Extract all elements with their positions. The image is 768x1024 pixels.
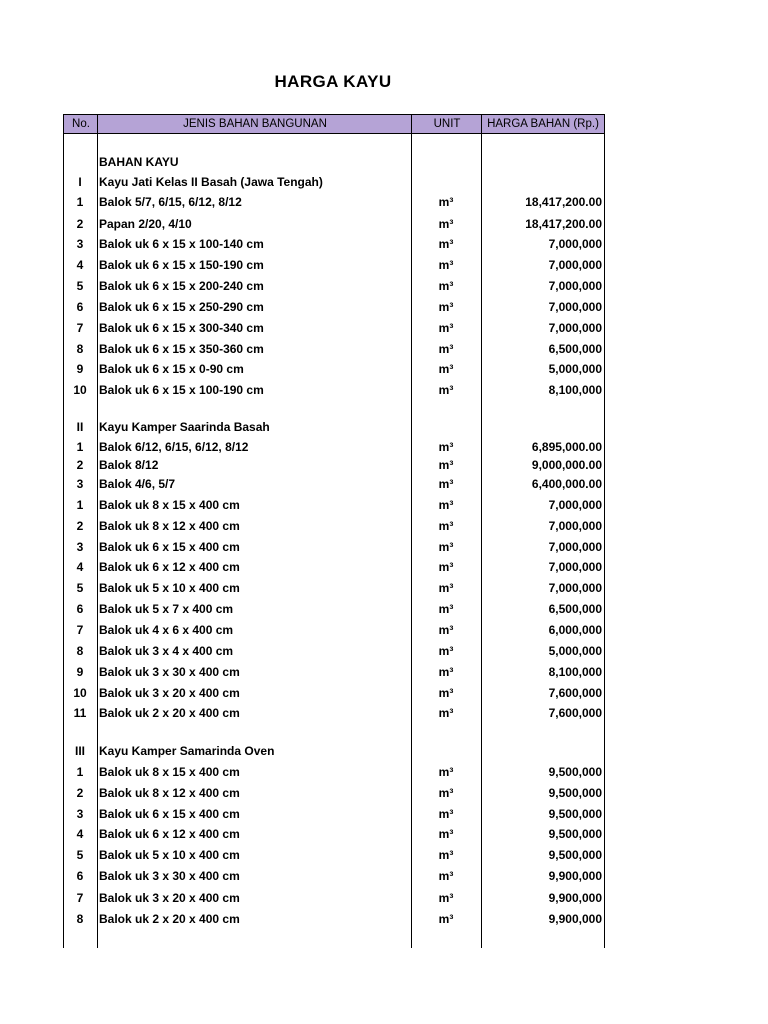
row-number: 8: [76, 912, 84, 926]
row-unit: m³: [438, 321, 454, 335]
row-description: Balok uk 8 x 15 x 400 cm: [99, 765, 240, 779]
row-price: 7,000,000: [548, 498, 602, 512]
row-description: Papan 2/20, 4/10: [99, 217, 192, 231]
row-number: 8: [76, 644, 84, 658]
table-row: [63, 762, 605, 782]
row-description: Balok uk 6 x 12 x 400 cm: [99, 560, 240, 574]
row-number: 7: [76, 891, 84, 905]
row-unit: m³: [438, 237, 454, 251]
row-price: 9,900,000: [548, 891, 602, 905]
header-jenis-bahan: JENIS BAHAN BANGUNAN: [97, 114, 412, 134]
row-unit: m³: [438, 300, 454, 314]
row-number: 7: [76, 623, 84, 637]
row-description: Balok 8/12: [99, 458, 159, 472]
row-price: 9,900,000: [548, 912, 602, 926]
row-number: 3: [76, 477, 84, 491]
row-number: III: [74, 744, 85, 758]
row-number: 9: [76, 362, 84, 376]
row-unit: m³: [438, 686, 454, 700]
row-price: 8,100,000: [548, 383, 602, 397]
row-price: 7,000,000: [548, 321, 602, 335]
table-row: [63, 474, 605, 494]
row-description: BAHAN KAYU: [99, 155, 179, 169]
row-number: 3: [76, 540, 84, 554]
table-row: [63, 557, 605, 577]
row-price: 6,895,000.00: [531, 440, 602, 454]
row-description: Kayu Kamper Saarinda Basah: [99, 420, 270, 434]
header-harga: HARGA BAHAN (Rp.): [481, 114, 605, 134]
table-row: [63, 888, 605, 908]
row-number: 1: [76, 498, 84, 512]
row-unit: m³: [438, 891, 454, 905]
row-price: 9,900,000: [548, 869, 602, 883]
row-description: Balok uk 6 x 15 x 350-360 cm: [99, 342, 264, 356]
table-row: [63, 620, 605, 640]
table-row: [63, 255, 605, 275]
row-unit: m³: [438, 519, 454, 533]
row-unit: m³: [438, 458, 454, 472]
row-price: 7,000,000: [548, 258, 602, 272]
table-row: [63, 909, 605, 929]
row-unit: m³: [438, 869, 454, 883]
row-unit: m³: [438, 362, 454, 376]
row-number: 9: [76, 665, 84, 679]
table-row: [63, 318, 605, 338]
row-unit: m³: [438, 195, 454, 209]
table-row: [63, 234, 605, 254]
row-price: 7,000,000: [548, 300, 602, 314]
table-row: [63, 537, 605, 557]
table-row: [63, 824, 605, 844]
row-price: 9,500,000: [548, 765, 602, 779]
row-price: 9,500,000: [548, 786, 602, 800]
row-description: Balok uk 6 x 15 x 100-190 cm: [99, 383, 264, 397]
row-number: 8: [76, 342, 84, 356]
row-unit: m³: [438, 498, 454, 512]
row-unit: m³: [438, 665, 454, 679]
table-row: [63, 192, 605, 212]
row-unit: m³: [438, 706, 454, 720]
row-unit: m³: [438, 342, 454, 356]
row-price: 9,500,000: [548, 827, 602, 841]
row-price: 5,000,000: [548, 644, 602, 658]
row-number: 5: [76, 848, 84, 862]
row-price: 6,500,000: [548, 342, 602, 356]
row-description: Balok uk 8 x 12 x 400 cm: [99, 519, 240, 533]
row-number: 3: [76, 807, 84, 821]
row-description: Balok uk 3 x 30 x 400 cm: [99, 869, 240, 883]
row-number: 5: [76, 279, 84, 293]
row-description: Kayu Kamper Samarinda Oven: [99, 744, 275, 758]
row-description: Balok 4/6, 5/7: [99, 477, 176, 491]
table-row: [63, 866, 605, 886]
row-number: 1: [76, 765, 84, 779]
row-unit: m³: [438, 258, 454, 272]
row-unit: m³: [438, 540, 454, 554]
row-price: 7,000,000: [548, 519, 602, 533]
row-unit: m³: [438, 279, 454, 293]
table-row: [63, 845, 605, 865]
row-price: 7,000,000: [548, 581, 602, 595]
table-row: [63, 495, 605, 515]
price-table: [63, 114, 605, 948]
table-row: [63, 214, 605, 234]
row-price: 18,417,200.00: [525, 217, 602, 231]
table-row: [63, 359, 605, 379]
row-price: 7,000,000: [548, 540, 602, 554]
row-number: I: [78, 175, 82, 189]
row-number: 1: [76, 195, 84, 209]
row-description: Balok 6/12, 6/15, 6/12, 8/12: [99, 440, 249, 454]
row-unit: m³: [438, 217, 454, 231]
row-description: Balok uk 8 x 12 x 400 cm: [99, 786, 240, 800]
row-number: 6: [76, 869, 84, 883]
section-row: [63, 172, 605, 192]
row-price: 7,000,000: [548, 560, 602, 574]
section-row: [63, 741, 605, 761]
row-unit: m³: [438, 827, 454, 841]
row-unit: m³: [438, 440, 454, 454]
row-unit: m³: [438, 765, 454, 779]
row-unit: m³: [438, 602, 454, 616]
table-row: [63, 783, 605, 803]
row-description: Balok uk 3 x 20 x 400 cm: [99, 686, 240, 700]
row-unit: m³: [438, 848, 454, 862]
page-title: HARGA KAYU: [274, 72, 392, 91]
row-number: 1: [76, 440, 84, 454]
row-description: Balok uk 6 x 15 x 300-340 cm: [99, 321, 264, 335]
table-row: [63, 804, 605, 824]
row-price: 6,400,000.00: [531, 477, 602, 491]
row-description: Balok uk 6 x 15 x 150-190 cm: [99, 258, 264, 272]
row-price: 7,600,000: [548, 706, 602, 720]
row-description: Balok uk 6 x 15 x 100-140 cm: [99, 237, 264, 251]
row-number: 6: [76, 300, 84, 314]
row-unit: m³: [438, 807, 454, 821]
row-number: 4: [76, 560, 84, 574]
row-description: Balok uk 3 x 20 x 400 cm: [99, 891, 240, 905]
row-unit: m³: [438, 477, 454, 491]
row-number: 11: [73, 706, 87, 720]
row-price: 7,000,000: [548, 279, 602, 293]
header-no: No.: [63, 114, 98, 134]
row-unit: m³: [438, 383, 454, 397]
row-price: 18,417,200.00: [525, 195, 602, 209]
row-price: 5,000,000: [548, 362, 602, 376]
row-description: Balok uk 2 x 20 x 400 cm: [99, 912, 240, 926]
section-row: [63, 152, 605, 172]
row-number: II: [76, 420, 84, 434]
row-description: Balok uk 8 x 15 x 400 cm: [99, 498, 240, 512]
row-price: 9,000,000.00: [531, 458, 602, 472]
header-unit: UNIT: [411, 114, 482, 134]
row-number: 10: [73, 686, 87, 700]
table-row: [63, 641, 605, 661]
row-description: Balok uk 5 x 10 x 400 cm: [99, 848, 240, 862]
row-unit: m³: [438, 581, 454, 595]
table-row: [63, 599, 605, 619]
row-description: Balok uk 6 x 15 x 400 cm: [99, 807, 240, 821]
row-number: 2: [76, 786, 84, 800]
row-unit: m³: [438, 644, 454, 658]
row-description: Kayu Jati Kelas II Basah (Jawa Tengah): [99, 175, 323, 189]
row-number: 2: [76, 458, 84, 472]
row-description: Balok uk 5 x 7 x 400 cm: [99, 602, 234, 616]
table-row: [63, 516, 605, 536]
section-row: [63, 417, 605, 437]
row-price: 6,000,000: [548, 623, 602, 637]
row-number: 2: [76, 217, 84, 231]
row-description: Balok uk 6 x 15 x 400 cm: [99, 540, 240, 554]
row-description: Balok uk 2 x 20 x 400 cm: [99, 706, 240, 720]
row-unit: m³: [438, 623, 454, 637]
row-description: Balok uk 6 x 15 x 200-240 cm: [99, 279, 264, 293]
table-row: [63, 297, 605, 317]
row-number: 3: [76, 237, 84, 251]
row-unit: m³: [438, 912, 454, 926]
row-description: Balok 5/7, 6/15, 6/12, 8/12: [99, 195, 242, 209]
row-number: 7: [76, 321, 84, 335]
row-description: Balok uk 3 x 30 x 400 cm: [99, 665, 240, 679]
table-row: [63, 276, 605, 296]
row-price: 8,100,000: [548, 665, 602, 679]
row-price: 7,600,000: [548, 686, 602, 700]
table-row: [63, 703, 605, 723]
row-price: 7,000,000: [548, 237, 602, 251]
table-row: [63, 380, 605, 400]
table-row: [63, 339, 605, 359]
row-description: Balok uk 3 x 4 x 400 cm: [99, 644, 234, 658]
row-description: Balok uk 6 x 12 x 400 cm: [99, 827, 240, 841]
row-price: 9,500,000: [548, 848, 602, 862]
table-row: [63, 578, 605, 598]
row-number: 10: [73, 383, 87, 397]
row-description: Balok uk 5 x 10 x 400 cm: [99, 581, 240, 595]
row-number: 4: [76, 827, 84, 841]
table-row: [63, 683, 605, 703]
row-number: 6: [76, 602, 84, 616]
table-row: [63, 455, 605, 475]
row-description: Balok uk 6 x 15 x 0-90 cm: [99, 362, 244, 376]
row-description: Balok uk 6 x 15 x 250-290 cm: [99, 300, 264, 314]
row-number: 5: [76, 581, 84, 595]
row-number: 2: [76, 519, 84, 533]
row-unit: m³: [438, 560, 454, 574]
row-price: 9,500,000: [548, 807, 602, 821]
table-row: [63, 662, 605, 682]
table-row: [63, 437, 605, 457]
row-number: 4: [76, 258, 84, 272]
row-description: Balok uk 4 x 6 x 400 cm: [99, 623, 234, 637]
row-price: 6,500,000: [548, 602, 602, 616]
row-unit: m³: [438, 786, 454, 800]
